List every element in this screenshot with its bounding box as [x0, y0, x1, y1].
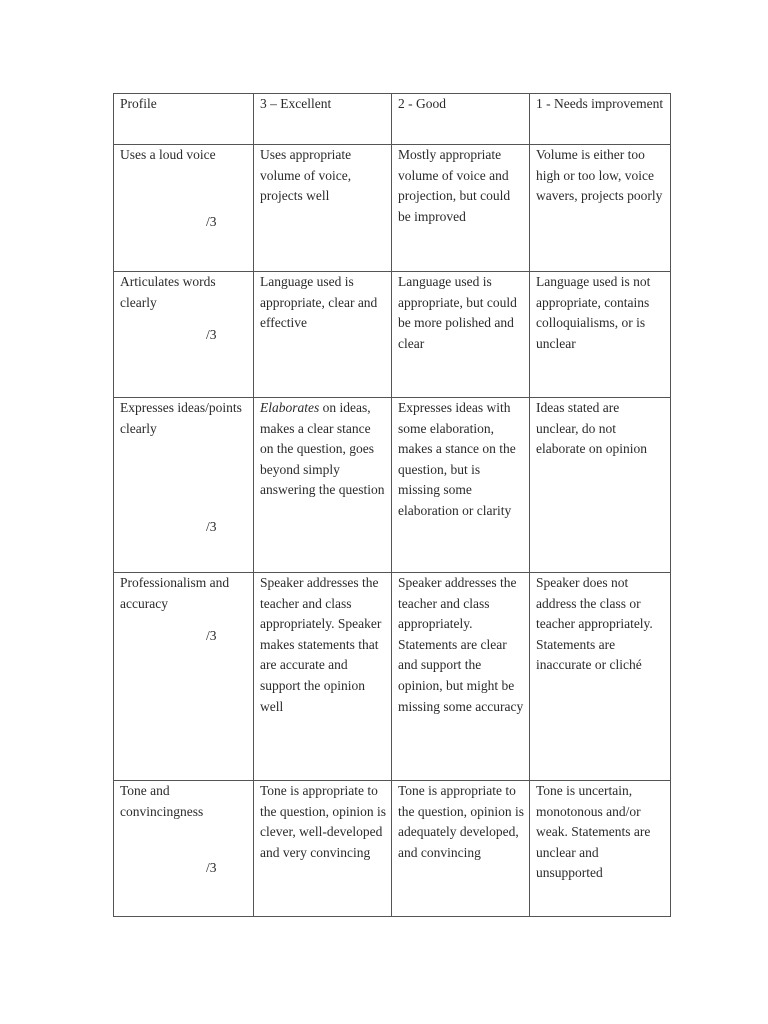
emphasized-word: Elaborates [260, 400, 320, 415]
table-row [114, 398, 671, 573]
excellent-cell: Uses appropriate volume of voice, projects well [254, 145, 392, 272]
good-cell: Mostly appropriate volume of voice and projection, but could be improved [392, 145, 530, 272]
score-label: /3 [206, 628, 217, 643]
criterion-label: Tone and convincingness [120, 783, 204, 819]
criterion-cell [114, 145, 254, 272]
needs-improvement-cell: Tone is uncertain, monotonous and/or weak. Statements are unclear and unsupported [530, 781, 671, 917]
excellent-cell: Speaker addresses the teacher and class appropriately. Speaker makes statements that are accurate and support the opinion well [254, 573, 392, 781]
table-row [114, 272, 671, 398]
criterion-label: Uses a loud voice [120, 147, 216, 162]
good-cell: Speaker addresses the teacher and class appropriately. Statements are clear and support the opinion, but might be missing some accuracy [392, 573, 530, 781]
criterion-cell [114, 272, 254, 398]
criterion-label: Professionalism and accuracy [120, 575, 230, 611]
header-needs-improvement: 1 - Needs improvement [530, 94, 671, 145]
table-row [114, 145, 671, 272]
header-excellent: 3 – Excellent [254, 94, 392, 145]
criterion-cell [114, 573, 254, 781]
excellent-cell: Tone is appropriate to the question, opinion is clever, well-developed and very convincing [254, 781, 392, 917]
table-row [114, 573, 671, 781]
header-good: 2 - Good [392, 94, 530, 145]
needs-improvement-cell: Speaker does not address the class or teacher appropriately. Statements are inaccurate or cliché [530, 573, 671, 781]
needs-improvement-cell: Ideas stated are unclear, do not elaborate on opinion [530, 398, 671, 573]
needs-improvement-cell: Volume is either too high or too low, voice wavers, projects poorly [530, 145, 671, 272]
header-profile: Profile [114, 94, 254, 145]
score-label: /3 [206, 860, 217, 875]
good-cell: Tone is appropriate to the question, opinion is adequately developed, and convincing [392, 781, 530, 917]
criterion-cell [114, 781, 254, 917]
excellent-text: on ideas, makes a clear stance on the question, goes beyond simply answering the question [260, 400, 385, 498]
criterion-label: Expresses ideas/points clearly [120, 400, 242, 436]
excellent-cell: Language used is appropriate, clear and effective [254, 272, 392, 398]
table-row [114, 781, 671, 917]
criterion-label: Articulates words clearly [120, 274, 216, 310]
criterion-cell [114, 398, 254, 573]
good-cell: Expresses ideas with some elaboration, makes a stance on the question, but is missing some elaboration or clarity [392, 398, 530, 573]
score-label: /3 [206, 327, 217, 342]
needs-improvement-cell: Language used is not appropriate, contains colloquialisms, or is unclear [530, 272, 671, 398]
good-cell: Language used is appropriate, but could be more polished and clear [392, 272, 530, 398]
score-label: /3 [206, 519, 217, 534]
rubric-table [113, 93, 671, 917]
header-row [114, 94, 671, 145]
excellent-cell [254, 398, 392, 573]
score-label: /3 [206, 214, 217, 229]
